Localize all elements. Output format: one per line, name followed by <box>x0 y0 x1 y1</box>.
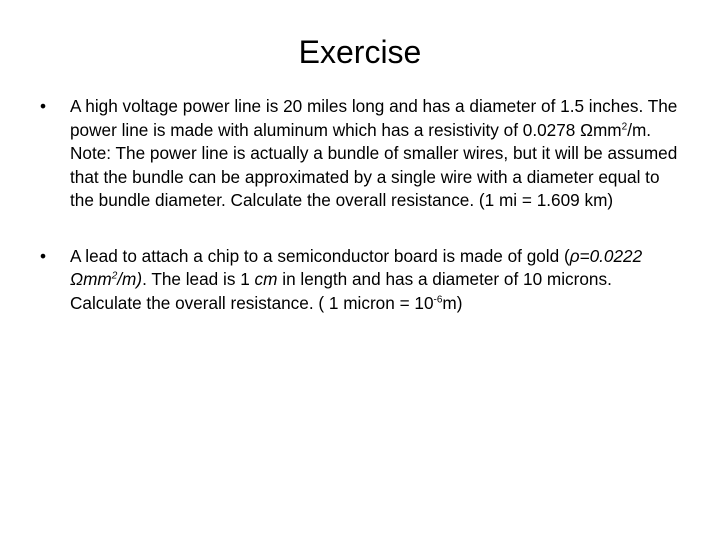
slide-title: Exercise <box>298 34 422 70</box>
superscript: 2 <box>621 120 628 132</box>
bullet-marker: • <box>40 96 47 116</box>
bullet-item-gold-lead <box>40 245 680 316</box>
bullet-text-italic: ρ=0.0222 Ωmm <box>70 245 643 289</box>
bullet-text-part: A lead to attach a chip to a semiconductor board is made of gold ( <box>70 245 570 266</box>
bullet-text-italic: /m) <box>117 269 143 289</box>
superscript: -6 <box>433 293 443 305</box>
bullet-text <box>70 246 642 313</box>
bullet-marker: • <box>40 245 47 266</box>
bullet-list <box>40 95 680 315</box>
bullet-text-part: m) <box>442 292 463 313</box>
bullet-text <box>70 96 677 210</box>
bullet-text-part: in length and has a diameter of 10 microns. Calculate the overall resistance. ( 1 micron = 10 <box>70 269 612 313</box>
bullet-text-part: /m. Note: The power line is actually a bundle of smaller wires, but it will be assumed that the bundle can be approximated by a single wire with a diameter equal to the bundle diameter. Calculate the overall resistance. (1 mi = 1.609 km) <box>70 119 678 210</box>
bullet-text-part: A high voltage power line is 20 miles long and has a diameter of 1.5 inches. The power line is made with aluminum which has a resistivity of 0.0278 Ωmm <box>70 96 678 140</box>
bullet-text-part: . The lead is 1 <box>142 269 255 289</box>
bullet-item-power-line <box>40 95 680 213</box>
superscript: 2 <box>111 270 118 282</box>
bullet-text-italic: cm <box>254 269 278 289</box>
